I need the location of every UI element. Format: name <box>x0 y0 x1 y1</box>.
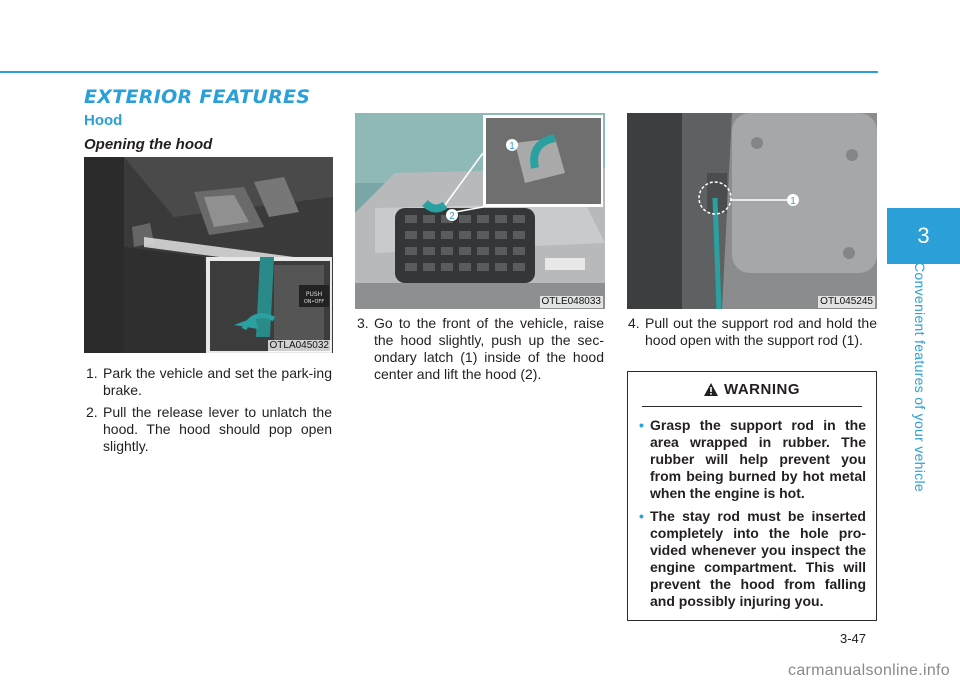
steps-column-3 <box>628 315 877 354</box>
callout-1: 1 <box>790 196 796 207</box>
warning-title: WARNING <box>724 380 800 398</box>
warning-item: • The stay rod must be inserted completely into the hole pro-vided whenever you inspect the engine compartment. This will prevent the hood from falling and possibly injuring you. <box>639 508 866 609</box>
step-text: Go to the front of the vehicle, raise the hood slightly, push up the sec-ondary latch (1) inside of the hood center and lift the hood (2). <box>374 315 604 382</box>
release-lever-photo <box>84 157 333 353</box>
step-text: Pull the release lever to unlatch the hood. The hood should pop open slightly. <box>103 404 332 454</box>
section-title: EXTERIOR FEATURES <box>84 86 311 108</box>
figure-caption: OTLE048033 <box>541 296 601 307</box>
push-button-inset <box>299 285 329 307</box>
chapter-title: Convenient features of your vehicle <box>912 262 928 492</box>
step-number: 3. <box>357 315 369 331</box>
step-item <box>357 315 604 383</box>
step-number: 1. <box>86 365 98 381</box>
hood-heading: Hood <box>84 112 123 129</box>
step-text: Park the vehicle and set the park-ing brake. <box>103 365 332 398</box>
step-item <box>86 404 332 455</box>
steps-column-1 <box>86 365 332 460</box>
svg-text:ON•OFF: ON•OFF <box>303 299 325 305</box>
callout-1: 1 <box>509 141 515 152</box>
step-number: 2. <box>86 404 98 420</box>
step-item <box>628 315 877 349</box>
top-rule <box>0 71 878 73</box>
warning-list <box>628 417 876 610</box>
warning-triangle-icon <box>704 383 718 396</box>
steps-column-2 <box>357 315 604 388</box>
svg-text:PUSH: PUSH <box>305 291 323 298</box>
chapter-number-tab: 3 <box>887 208 960 264</box>
step-item <box>86 365 332 399</box>
warning-text: The stay rod must be inserted completely into the hole pro-vided whenever you inspect the engine compartment. This will prevent the hood from falling and possibly injuring you. <box>650 508 866 609</box>
warning-box <box>627 371 877 621</box>
warning-text: Grasp the support rod in the area wrapped in rubber. The rubber will help prevent you from being burned by hot metal when the engine is hot. <box>650 417 866 501</box>
chapter-title-vertical <box>908 262 932 492</box>
figure-caption: OTL045245 <box>820 296 873 307</box>
step-number: 4. <box>628 315 640 331</box>
figure-caption: OTLA045032 <box>269 340 329 351</box>
step-text: Pull out the support rod and hold the hood open with the support rod (1). <box>645 315 877 348</box>
support-rod-photo <box>627 113 877 309</box>
hood-latch-photo <box>355 113 605 309</box>
page-number: 3-47 <box>840 631 867 646</box>
watermark: carmanualsonline.info <box>788 662 950 679</box>
opening-hood-subheading: Opening the hood <box>84 136 213 153</box>
warning-header <box>642 372 862 407</box>
callout-2: 2 <box>449 211 455 222</box>
warning-item: • Grasp the support rod in the area wrapped in rubber. The rubber will help prevent you from being burned by hot metal when the engine is hot. <box>639 417 866 501</box>
